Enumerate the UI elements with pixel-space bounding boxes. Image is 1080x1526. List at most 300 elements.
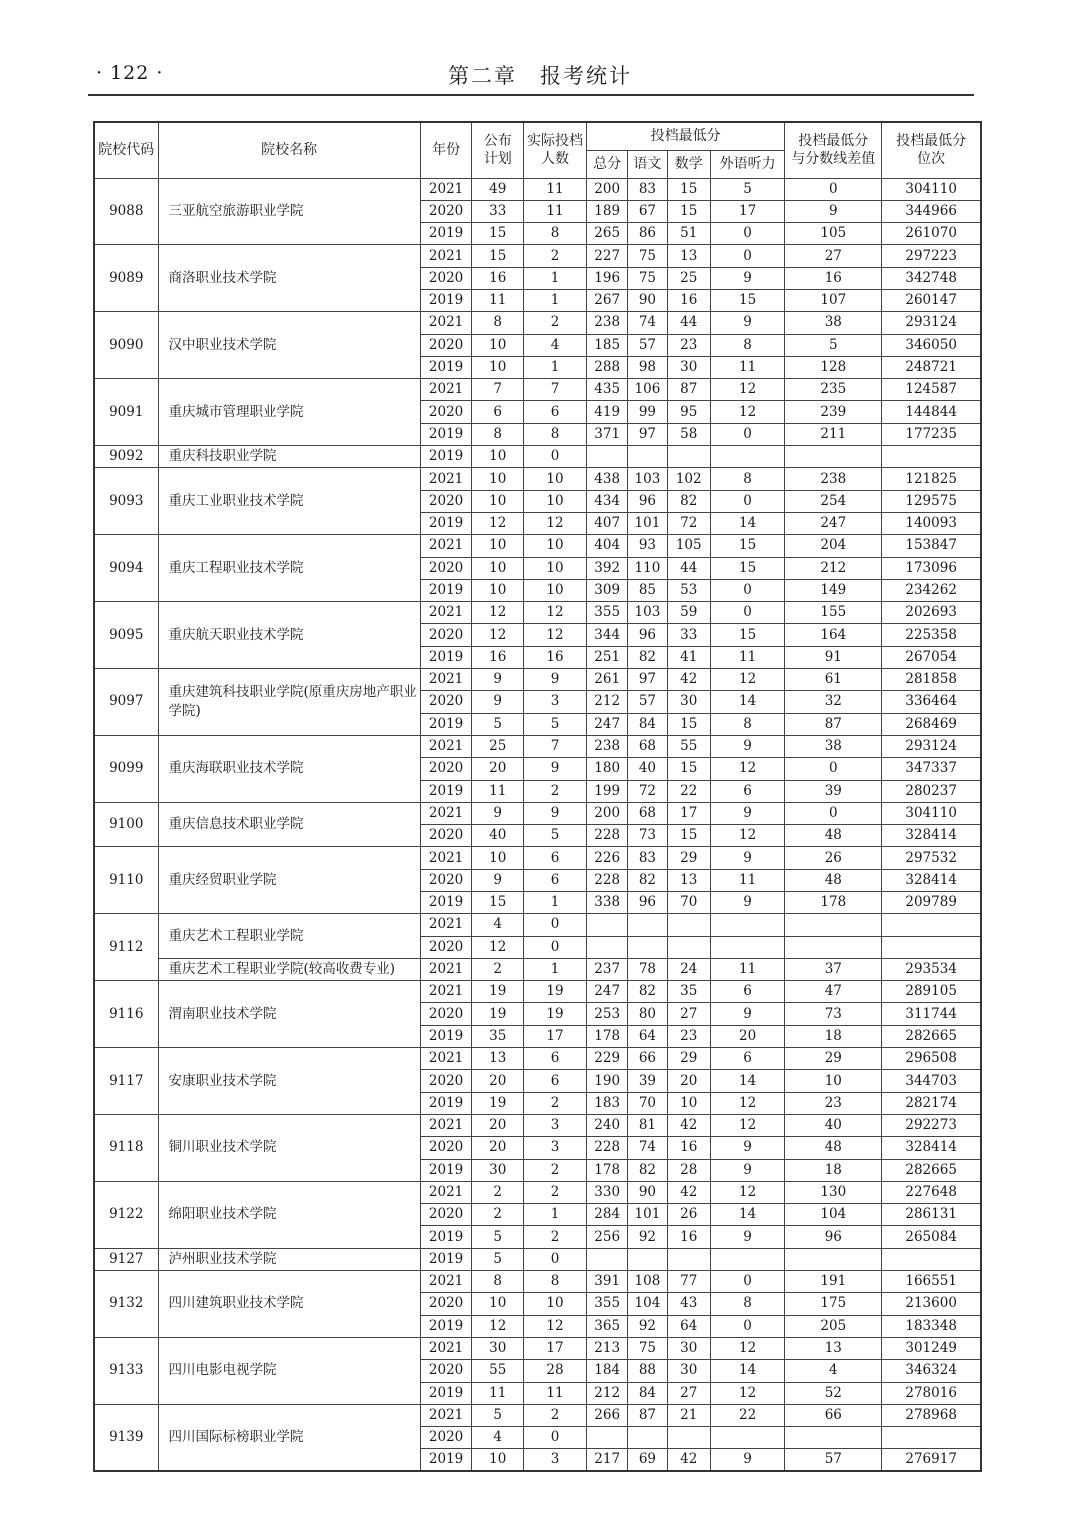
cell-math: 41	[667, 646, 710, 668]
cell-name: 绵阳职业技术学院	[158, 1181, 420, 1248]
cell-chinese: 83	[628, 178, 667, 200]
cell-listening: 0	[710, 602, 784, 624]
cell-name: 重庆工业职业技术学院	[158, 468, 420, 535]
cell-chinese: 88	[628, 1360, 667, 1382]
cell-total: 217	[587, 1449, 628, 1471]
cell-total: 247	[587, 981, 628, 1003]
cell-code: 9122	[94, 1181, 158, 1248]
cell-total	[587, 936, 628, 958]
cell-listening: 0	[710, 1271, 784, 1293]
table-row	[94, 847, 981, 869]
cell-rank: 311744	[882, 1003, 981, 1025]
cell-actual: 5	[524, 713, 587, 735]
cell-total: 265	[587, 223, 628, 245]
cell-actual: 8	[524, 223, 587, 245]
cell-rank: 304110	[882, 802, 981, 824]
cell-plan: 5	[472, 713, 524, 735]
cell-rank: 227648	[882, 1181, 981, 1203]
cell-total: 185	[587, 334, 628, 356]
cell-plan: 10	[472, 847, 524, 869]
cell-listening: 22	[710, 1404, 784, 1426]
cell-rank: 268469	[882, 713, 981, 735]
cell-year: 2019	[420, 223, 472, 245]
cell-math: 26	[667, 1204, 710, 1226]
cell-plan: 11	[472, 1382, 524, 1404]
cell-total: 266	[587, 1404, 628, 1426]
cell-actual: 17	[524, 1337, 587, 1359]
cell-total: 184	[587, 1360, 628, 1382]
cell-diff: 48	[785, 1137, 882, 1159]
table-row	[94, 802, 981, 824]
table-row	[94, 1114, 981, 1136]
cell-listening: 12	[710, 1092, 784, 1114]
cell-math: 16	[667, 289, 710, 311]
cell-plan: 5	[472, 1404, 524, 1426]
cell-rank: 248721	[882, 356, 981, 378]
cell-year: 2019	[420, 1025, 472, 1047]
cell-total: 200	[587, 178, 628, 200]
cell-listening: 11	[710, 356, 784, 378]
cell-total: 180	[587, 758, 628, 780]
cell-chinese: 68	[628, 735, 667, 757]
cell-code: 9092	[94, 446, 158, 468]
cell-plan: 30	[472, 1159, 524, 1181]
cell-actual: 2	[524, 1404, 587, 1426]
cell-chinese: 81	[628, 1114, 667, 1136]
cell-listening: 5	[710, 178, 784, 200]
header-name: 院校名称	[158, 122, 420, 178]
cell-total: 212	[587, 1382, 628, 1404]
cell-chinese	[628, 1248, 667, 1270]
cell-year: 2019	[420, 1382, 472, 1404]
cell-total: 189	[587, 200, 628, 222]
cell-listening: 15	[710, 624, 784, 646]
header-total: 总分	[587, 150, 628, 178]
cell-year: 2019	[420, 1092, 472, 1114]
cell-rank: 297223	[882, 245, 981, 267]
cell-diff: 191	[785, 1271, 882, 1293]
cell-diff: 239	[785, 401, 882, 423]
cell-total: 404	[587, 535, 628, 557]
cell-listening: 9	[710, 735, 784, 757]
table-row	[94, 1337, 981, 1359]
cell-rank: 124587	[882, 379, 981, 401]
cell-chinese: 97	[628, 669, 667, 691]
cell-rank	[882, 446, 981, 468]
cell-name: 三亚航空旅游职业学院	[158, 178, 420, 245]
cell-year: 2020	[420, 936, 472, 958]
table-row	[94, 535, 981, 557]
cell-chinese: 110	[628, 557, 667, 579]
cell-chinese: 103	[628, 468, 667, 490]
cell-actual: 1	[524, 1204, 587, 1226]
cell-plan: 5	[472, 1226, 524, 1248]
cell-chinese: 90	[628, 289, 667, 311]
cell-math: 20	[667, 1070, 710, 1092]
cell-diff	[785, 1427, 882, 1449]
cell-plan: 35	[472, 1025, 524, 1047]
cell-listening: 11	[710, 958, 784, 980]
cell-chinese: 68	[628, 802, 667, 824]
cell-code: 9118	[94, 1114, 158, 1181]
cell-plan: 16	[472, 267, 524, 289]
cell-diff: 5	[785, 334, 882, 356]
cell-plan: 15	[472, 892, 524, 914]
cell-plan: 20	[472, 758, 524, 780]
cell-plan: 19	[472, 1003, 524, 1025]
cell-year: 2019	[420, 1159, 472, 1181]
cell-year: 2019	[420, 1315, 472, 1337]
cell-listening: 9	[710, 1137, 784, 1159]
cell-diff: 155	[785, 602, 882, 624]
cell-rank: 121825	[882, 468, 981, 490]
cell-math	[667, 936, 710, 958]
cell-listening: 9	[710, 1159, 784, 1181]
cell-total: 238	[587, 735, 628, 757]
cell-chinese: 74	[628, 1137, 667, 1159]
cell-diff: 164	[785, 624, 882, 646]
cell-listening: 9	[710, 1449, 784, 1471]
cell-rank: 276917	[882, 1449, 981, 1471]
cell-math: 17	[667, 802, 710, 824]
cell-math: 64	[667, 1315, 710, 1337]
cell-rank: 225358	[882, 624, 981, 646]
cell-actual: 2	[524, 1159, 587, 1181]
cell-actual: 9	[524, 758, 587, 780]
cell-actual: 12	[524, 512, 587, 534]
cell-diff: 18	[785, 1025, 882, 1047]
cell-actual: 3	[524, 691, 587, 713]
cell-listening: 12	[710, 669, 784, 691]
cell-rank: 346324	[882, 1360, 981, 1382]
cell-chinese: 97	[628, 423, 667, 445]
cell-plan: 9	[472, 802, 524, 824]
cell-plan: 9	[472, 669, 524, 691]
cell-code: 9093	[94, 468, 158, 535]
table-row	[94, 245, 981, 267]
cell-actual: 1	[524, 356, 587, 378]
cell-plan: 12	[472, 936, 524, 958]
cell-diff: 38	[785, 312, 882, 334]
cell-actual: 2	[524, 312, 587, 334]
header-year: 年份	[420, 122, 472, 178]
cell-chinese: 98	[628, 356, 667, 378]
cell-rank: 328414	[882, 825, 981, 847]
cell-actual: 10	[524, 557, 587, 579]
cell-diff	[785, 446, 882, 468]
table-row	[94, 958, 981, 980]
cell-total: 237	[587, 958, 628, 980]
cell-math: 28	[667, 1159, 710, 1181]
table-row	[94, 1271, 981, 1293]
table-row	[94, 468, 981, 490]
cell-diff: 0	[785, 758, 882, 780]
cell-listening	[710, 446, 784, 468]
cell-listening: 11	[710, 646, 784, 668]
cell-actual: 6	[524, 869, 587, 891]
cell-plan: 4	[472, 914, 524, 936]
cell-year: 2019	[420, 1449, 472, 1471]
cell-listening: 0	[710, 579, 784, 601]
cell-math: 95	[667, 401, 710, 423]
cell-listening: 14	[710, 1204, 784, 1226]
header-code: 院校代码	[94, 122, 158, 178]
cell-rank	[882, 914, 981, 936]
cell-year: 2020	[420, 1293, 472, 1315]
cell-total: 212	[587, 691, 628, 713]
cell-code: 9112	[94, 914, 158, 981]
cell-plan: 19	[472, 981, 524, 1003]
cell-code: 9133	[94, 1337, 158, 1404]
cell-chinese: 99	[628, 401, 667, 423]
cell-plan: 10	[472, 490, 524, 512]
cell-diff: 73	[785, 1003, 882, 1025]
cell-math: 105	[667, 535, 710, 557]
cell-math: 15	[667, 758, 710, 780]
table-row	[94, 981, 981, 1003]
cell-total: 419	[587, 401, 628, 423]
cell-name: 商洛职业技术学院	[158, 245, 420, 312]
cell-listening: 14	[710, 1070, 784, 1092]
cell-year: 2020	[420, 624, 472, 646]
cell-name: 重庆信息技术职业学院	[158, 802, 420, 847]
cell-actual: 6	[524, 1048, 587, 1070]
cell-chinese: 104	[628, 1293, 667, 1315]
cell-diff: 128	[785, 356, 882, 378]
cell-listening	[710, 1248, 784, 1270]
cell-diff: 16	[785, 267, 882, 289]
cell-plan: 49	[472, 178, 524, 200]
cell-plan: 8	[472, 1271, 524, 1293]
cell-diff: 9	[785, 200, 882, 222]
cell-rank	[882, 936, 981, 958]
cell-math: 44	[667, 312, 710, 334]
cell-code: 9117	[94, 1048, 158, 1115]
cell-name: 重庆城市管理职业学院	[158, 379, 420, 446]
cell-math: 82	[667, 490, 710, 512]
cell-chinese: 70	[628, 1092, 667, 1114]
cell-listening: 15	[710, 535, 784, 557]
cell-chinese: 93	[628, 535, 667, 557]
cell-plan: 9	[472, 869, 524, 891]
cell-plan: 12	[472, 512, 524, 534]
cell-rank: 293124	[882, 735, 981, 757]
cell-year: 2021	[420, 1048, 472, 1070]
cell-rank: 282665	[882, 1025, 981, 1047]
cell-listening: 0	[710, 245, 784, 267]
cell-diff: 104	[785, 1204, 882, 1226]
cell-total: 228	[587, 825, 628, 847]
cell-diff: 149	[785, 579, 882, 601]
cell-actual: 11	[524, 178, 587, 200]
cell-code: 9091	[94, 379, 158, 446]
cell-chinese: 78	[628, 958, 667, 980]
cell-listening: 9	[710, 1226, 784, 1248]
cell-plan: 8	[472, 312, 524, 334]
cell-total	[587, 1248, 628, 1270]
cell-year: 2021	[420, 1271, 472, 1293]
cell-year: 2019	[420, 356, 472, 378]
cell-total: 229	[587, 1048, 628, 1070]
cell-chinese: 74	[628, 312, 667, 334]
cell-math: 33	[667, 624, 710, 646]
cell-code: 9094	[94, 535, 158, 602]
cell-rank: 177235	[882, 423, 981, 445]
cell-listening: 12	[710, 1337, 784, 1359]
cell-name: 泸州职业技术学院	[158, 1248, 420, 1270]
cell-year: 2021	[420, 379, 472, 401]
cell-listening: 20	[710, 1025, 784, 1047]
cell-actual: 10	[524, 490, 587, 512]
cell-year: 2019	[420, 892, 472, 914]
cell-math: 44	[667, 557, 710, 579]
cell-actual: 10	[524, 468, 587, 490]
cell-listening: 0	[710, 223, 784, 245]
cell-total: 355	[587, 602, 628, 624]
cell-actual: 2	[524, 1226, 587, 1248]
cell-code: 9099	[94, 735, 158, 802]
cell-math: 27	[667, 1003, 710, 1025]
cell-name: 重庆建筑科技职业学院(原重庆房地产职业学院)	[158, 669, 420, 736]
table-row	[94, 312, 981, 334]
cell-total: 338	[587, 892, 628, 914]
cell-total: 407	[587, 512, 628, 534]
cell-rank: 292273	[882, 1114, 981, 1136]
cell-rank: 267054	[882, 646, 981, 668]
cell-listening: 12	[710, 825, 784, 847]
cell-diff: 204	[785, 535, 882, 557]
cell-code: 9090	[94, 312, 158, 379]
cell-plan: 9	[472, 691, 524, 713]
cell-year: 2021	[420, 981, 472, 1003]
cell-year: 2019	[420, 512, 472, 534]
cell-rank: 281858	[882, 669, 981, 691]
cell-chinese: 84	[628, 1382, 667, 1404]
cell-total: 371	[587, 423, 628, 445]
cell-diff: 4	[785, 1360, 882, 1382]
cell-math: 15	[667, 178, 710, 200]
cell-total: 196	[587, 267, 628, 289]
cell-math: 30	[667, 1360, 710, 1382]
cell-diff: 178	[785, 892, 882, 914]
header-plan: 公布 计划	[472, 122, 524, 178]
cell-total: 199	[587, 780, 628, 802]
cell-diff: 29	[785, 1048, 882, 1070]
cell-chinese: 96	[628, 892, 667, 914]
cell-actual: 11	[524, 200, 587, 222]
cell-chinese: 85	[628, 579, 667, 601]
cell-listening: 8	[710, 468, 784, 490]
cell-actual: 7	[524, 735, 587, 757]
cell-plan: 2	[472, 1204, 524, 1226]
cell-diff: 48	[785, 869, 882, 891]
cell-year: 2020	[420, 1137, 472, 1159]
table-row	[94, 669, 981, 691]
cell-math: 21	[667, 1404, 710, 1426]
table-row	[94, 1404, 981, 1426]
cell-diff: 37	[785, 958, 882, 980]
cell-total: 228	[587, 869, 628, 891]
cell-plan: 10	[472, 1293, 524, 1315]
cell-listening	[710, 914, 784, 936]
cell-diff: 52	[785, 1382, 882, 1404]
cell-listening: 8	[710, 334, 784, 356]
cell-math: 42	[667, 1449, 710, 1471]
cell-rank: 234262	[882, 579, 981, 601]
cell-math	[667, 1248, 710, 1270]
cell-total: 226	[587, 847, 628, 869]
cell-rank: 183348	[882, 1315, 981, 1337]
cell-plan: 10	[472, 579, 524, 601]
cell-diff: 175	[785, 1293, 882, 1315]
header-listening: 外语听力	[710, 150, 784, 178]
cell-diff: 38	[785, 735, 882, 757]
cell-math: 16	[667, 1137, 710, 1159]
cell-chinese: 96	[628, 624, 667, 646]
cell-rank: 297532	[882, 847, 981, 869]
cell-diff	[785, 1248, 882, 1270]
cell-math: 16	[667, 1226, 710, 1248]
cell-year: 2019	[420, 780, 472, 802]
cell-chinese: 57	[628, 334, 667, 356]
cell-total: 178	[587, 1025, 628, 1047]
cell-plan: 6	[472, 401, 524, 423]
cell-rank: 213600	[882, 1293, 981, 1315]
cell-rank	[882, 1248, 981, 1270]
cell-rank: 347337	[882, 758, 981, 780]
cell-rank	[882, 1427, 981, 1449]
cell-listening: 12	[710, 1382, 784, 1404]
cell-math: 30	[667, 356, 710, 378]
cell-year: 2019	[420, 1226, 472, 1248]
cell-actual: 1	[524, 289, 587, 311]
cell-total: 309	[587, 579, 628, 601]
cell-math: 30	[667, 691, 710, 713]
cell-diff: 23	[785, 1092, 882, 1114]
cell-plan: 15	[472, 223, 524, 245]
cell-rank: 129575	[882, 490, 981, 512]
cell-year: 2020	[420, 200, 472, 222]
table-row	[94, 1181, 981, 1203]
cell-math: 42	[667, 1181, 710, 1203]
cell-plan: 55	[472, 1360, 524, 1382]
cell-listening: 9	[710, 802, 784, 824]
cell-math: 102	[667, 468, 710, 490]
cell-actual: 19	[524, 1003, 587, 1025]
cell-code: 9132	[94, 1271, 158, 1338]
cell-math	[667, 914, 710, 936]
cell-actual: 0	[524, 936, 587, 958]
cell-total: 213	[587, 1337, 628, 1359]
cell-year: 2019	[420, 646, 472, 668]
cell-listening: 9	[710, 847, 784, 869]
cell-rank: 301249	[882, 1337, 981, 1359]
cell-actual: 16	[524, 646, 587, 668]
cell-chinese	[628, 936, 667, 958]
cell-chinese: 106	[628, 379, 667, 401]
cell-code: 9089	[94, 245, 158, 312]
cell-listening: 12	[710, 379, 784, 401]
cell-code: 9110	[94, 847, 158, 914]
cell-actual: 0	[524, 1248, 587, 1270]
cell-year: 2020	[420, 334, 472, 356]
cell-math: 87	[667, 379, 710, 401]
cell-actual: 9	[524, 669, 587, 691]
table-row	[94, 735, 981, 757]
cell-math: 30	[667, 1337, 710, 1359]
cell-listening: 0	[710, 423, 784, 445]
cell-year: 2020	[420, 825, 472, 847]
